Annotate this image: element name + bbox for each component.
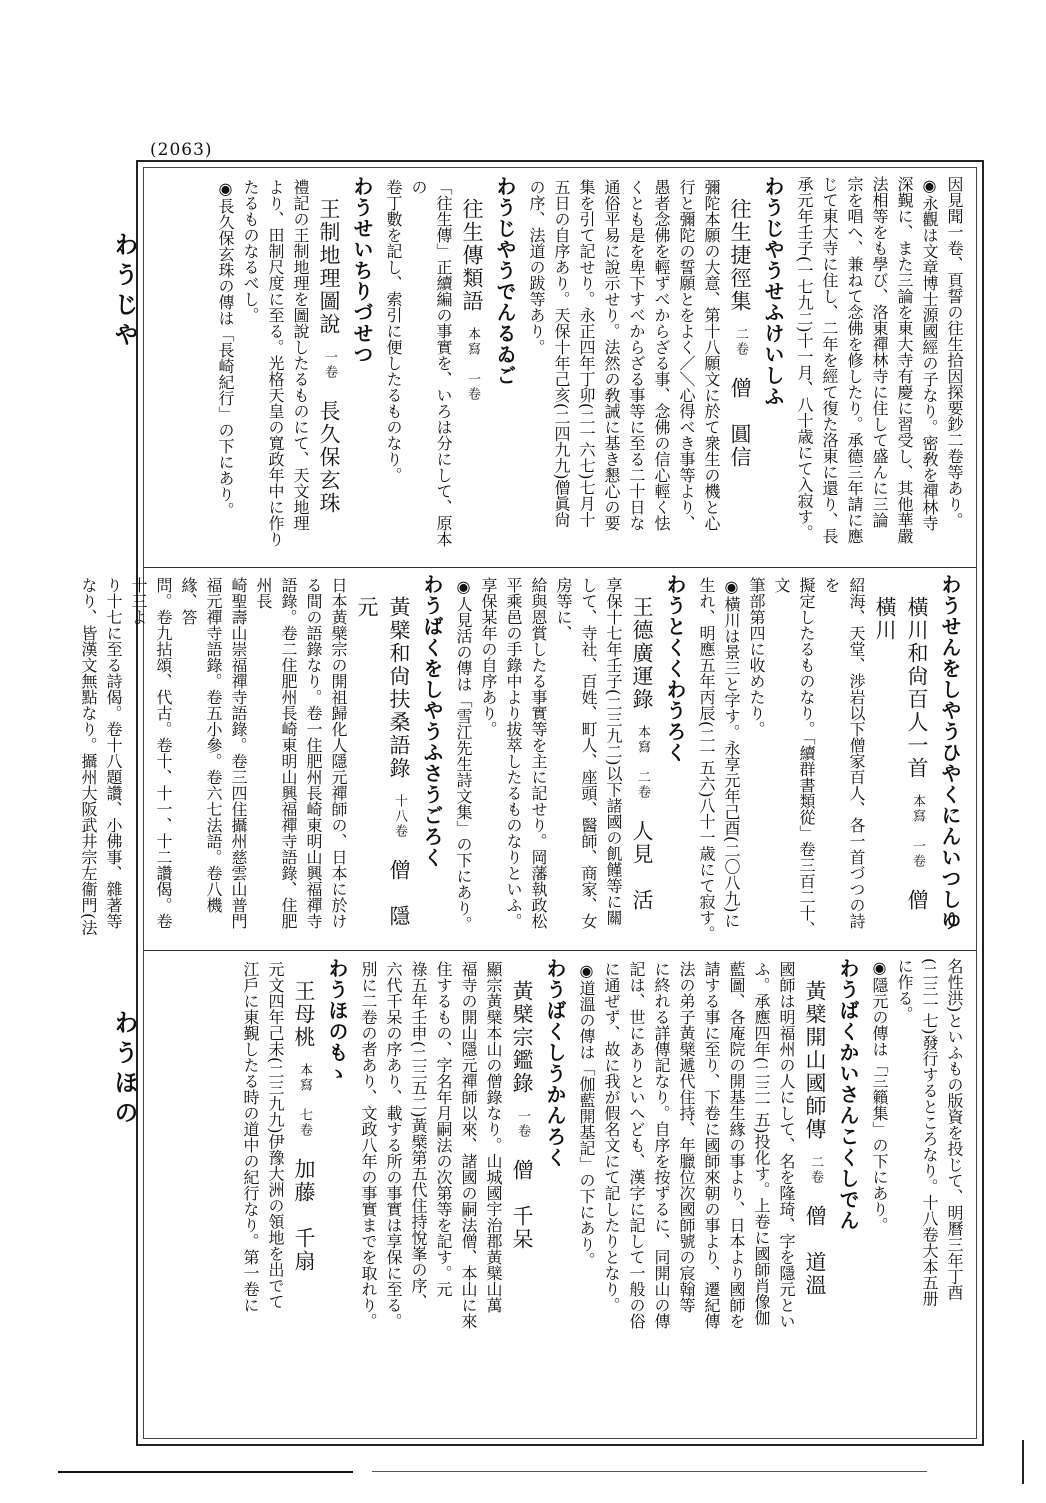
text-line: 江戶に東覲したる時の道中の紀行なり。第一卷に <box>241 961 260 1313</box>
text-line: ◉永觀は文章博士源國經の子なり。密敎を禪林寺 <box>920 176 939 531</box>
text-line: 彌陀本願の大意、第十八願文に於て衆生の機と心 <box>702 179 721 531</box>
text-line: ◉隱元の傳は「三籟集」の下にあり。 <box>870 958 889 1233</box>
text-line: の序、法道の跋等あり。 <box>527 179 546 355</box>
entry-title-text: 王制地理圖說 <box>317 198 341 336</box>
entry-volume-info: 二卷 <box>808 1155 823 1185</box>
entry-reading: わうとくくわうろく <box>663 574 687 763</box>
text-line: より、田制尺度に至る。光格天皇の寬政年中に作り <box>266 179 285 547</box>
bottom-panel <box>152 958 967 1433</box>
section-divider-2 <box>143 950 977 951</box>
text-line: なり、皆漢文無點なり。攝州大阪武井宗左衞門(法 <box>79 577 98 936</box>
entry-title <box>456 176 488 561</box>
entry-reading: わうじやうせふけいしふ <box>761 176 785 407</box>
entry <box>574 958 865 1433</box>
text-line: 國師は明福州の人にして、名を隆琦、字を隱元とい <box>777 961 796 1329</box>
entry-title <box>626 574 658 944</box>
text-line: に終れる詳傳記なり。自序を按ずるに、同開山の傳 <box>652 961 671 1329</box>
text-line: 崎聖壽山崇福禪寺語錄。卷三四住攝州慈雲山普門 <box>229 577 248 929</box>
text-line: 紹海、天堂、渉岩以下僧家百人、各一首づつの詩を <box>822 577 866 929</box>
middle-panel <box>79 574 967 944</box>
entry-author: 僧 圓信 <box>728 377 752 469</box>
text-line: 藍圖、各庵院の開基生緣の事より、日本より國師を <box>727 961 746 1329</box>
entry-author: 僧 隱元 <box>355 596 411 928</box>
entry-title-text: 黃檗宗鑑錄 <box>510 980 534 1095</box>
side-label-top: わうじや <box>110 232 139 352</box>
text-line: 筆部第四に收めたり。 <box>747 577 766 737</box>
text-line: 給與恩賞したる事實等を主に記せり。岡藩執政松 <box>529 577 548 929</box>
side-label-bottom: わうほの <box>110 1010 139 1130</box>
text-line: たるものなるべし。 <box>241 179 260 323</box>
text-line: 承元年壬子(一七九二)十一月、八十歳にて入寂す。 <box>795 176 814 541</box>
entry-author: 長久保玄珠 <box>317 400 341 515</box>
text-line: 卷丁數を記し、索引に便したるものなり。 <box>384 179 403 483</box>
text-line: り十七に至る詩偈。卷十八題讚、小佛事、雜著等 <box>104 577 123 929</box>
entry-volume-info: 二卷 <box>733 327 748 357</box>
entry-author: 僧 千呆 <box>510 1159 534 1251</box>
text-line: 別に二卷の者あり、文政八年の事實までを取れり。 <box>359 961 378 1329</box>
text-line: 享保某年の自序あり。 <box>479 577 498 737</box>
text-line: ◉橫川は景三と字す。永享元年己酉(二〇八九)に <box>722 577 741 929</box>
entry-author: 僧 橫川 <box>873 596 929 935</box>
page-number: (2063) <box>150 140 213 160</box>
entry <box>867 958 967 1433</box>
text-line: る間の語錄なり。卷一住肥州長崎東明山興福禪寺 <box>304 577 323 929</box>
entry-title <box>351 574 415 944</box>
text-line: 五日の自序あり。天保十年己亥(二四九九)僧眞尙 <box>552 179 571 528</box>
text-line: 通俗平易に說示せり。法然の敎誡に基き懇心の要 <box>602 179 621 531</box>
text-line: 記は、世にありといへども、漢字に記して一般の俗 <box>627 961 646 1329</box>
text-line: くとも是を卑下すべからざる事等に至る二十日な <box>627 179 646 531</box>
entry-reading: わうせいちりづせつ <box>350 176 374 365</box>
entry-reading: わうばくかいさんこくしでん <box>836 958 860 1231</box>
entry-reading: わうほのもゝ <box>325 958 349 1084</box>
text-line: 請する事に至り、下卷に國師來朝の事より、遷紀傳 <box>702 961 721 1329</box>
entry <box>76 574 449 944</box>
bottom-rule-thin <box>372 1471 927 1472</box>
text-line: 名性洪)といふもの版資を投じて、明曆三年丁酉 <box>945 958 964 1301</box>
text-line: ◉道溫の傳は「伽藍開基記」の下にあり。 <box>577 961 596 1268</box>
text-line: ◉人見活の傳は「雪江先生詩文集」の下にあり。 <box>454 577 473 932</box>
entry-title <box>869 574 933 944</box>
entry <box>792 176 967 561</box>
text-line: 顯宗黃檗本山の僧錄なり。山城國宇治郡黃檗山萬 <box>484 961 503 1313</box>
text-line: 六代千呆の序あり、載する所の事實は享保に至る。 <box>384 961 403 1329</box>
text-line: 深覲に、また三論を東大寺有慶に習受し、其他華嚴 <box>895 176 914 544</box>
entry-volume-info: 本寫 一卷 <box>910 794 925 869</box>
entry-author: 僧 道溫 <box>803 1205 827 1297</box>
top-panel <box>152 176 967 561</box>
text-line: 禮記の王制地理を圖說したるものにて、天文地理 <box>291 179 310 531</box>
entry-title-text: 黃檗開山國師傳 <box>803 980 827 1141</box>
entry-title <box>724 176 756 561</box>
text-line: 行と彌陀の誓願とをよく／＼心得べき事等より、 <box>677 179 696 531</box>
entry-reading: わうばくをしやうふさうごろく <box>420 574 444 868</box>
text-line: ふ。承應四年(二三一五)投化す。上卷に國師肖像伽 <box>752 961 771 1326</box>
text-line: して、寺社、百姓、町人、座頭、醫師、商家、女房等に、 <box>554 577 598 929</box>
entry-title-text: 往生傳類語 <box>460 198 484 313</box>
text-line: 愚者念佛を輕ずべからざる事、念佛の信心輕く怯 <box>652 179 671 531</box>
entry <box>356 958 572 1433</box>
entry-volume-info: 一卷 <box>322 350 337 380</box>
entry-reading: わうせんをしやうひやくにんいつしゆ <box>938 574 962 931</box>
entry-volume-info: 本寫 一卷 <box>465 327 480 402</box>
text-line: 享保十七年壬子(二三九二)以下諸國の飢饉等に關 <box>604 577 623 926</box>
text-line: (二三一七)發行するところなり。十八卷大本五册 <box>920 958 939 1307</box>
text-line: じて東大寺に住し、二年を經て復た洛東に還り、長 <box>820 176 839 544</box>
entry <box>524 176 790 561</box>
entry-title <box>799 958 831 1433</box>
section-divider-1 <box>143 567 977 568</box>
entry <box>381 176 522 561</box>
text-line: 宗を唱へ、兼ねて念佛を修したり。承德三年請に應 <box>845 176 864 544</box>
text-line: ◉長久保玄珠の傳は「長崎紀行」の下にあり。 <box>216 179 235 518</box>
entry-volume-info: 十八卷 <box>392 794 407 839</box>
text-line: 問。卷九拈頌、代古。卷十、十一、十二讚偈。卷十三よ <box>129 577 173 929</box>
text-line: 日本黃檗宗の開祖歸化人隱元禪師の、日本に於け <box>329 577 348 929</box>
corner-mark <box>1022 1440 1024 1484</box>
text-line: 福寺の開山隱元禪師以來、諸國の嗣法僧、本山に來 <box>459 961 478 1329</box>
text-line: 祿五年壬申(二三五二)黃檗第五代住持悅峯の序、 <box>409 961 428 1310</box>
entry-reading: わうじやうでんるゐご <box>493 176 517 386</box>
entry <box>694 574 967 944</box>
text-line: 平乘邑の手錄中より拔萃したるものなりといふ。 <box>504 577 523 929</box>
entry-author: 加藤 千扇 <box>292 1158 316 1273</box>
text-line: 因見聞一卷、頁誓の往生拾因探要鈔二卷等あり。 <box>945 176 964 528</box>
entry <box>451 574 692 944</box>
entry-title-text: 橫川和尙百人一首 <box>905 596 929 780</box>
entry-author: 人見 活 <box>630 820 654 912</box>
entry-title <box>288 958 320 1433</box>
text-line: 語錄。卷二住肥州長崎東明山興福禪寺語錄、住肥州長 <box>254 577 298 929</box>
text-line: に作る。 <box>895 958 914 1022</box>
entry-title-text: 王母桃 <box>292 980 316 1049</box>
entry-title-text: 黃檗和尙扶桑語錄 <box>387 596 411 780</box>
entry-title-text: 王德廣運錄 <box>630 596 654 711</box>
text-line: 集を引て記せり。永正四年丁卯(二一六七)七月十 <box>577 179 596 528</box>
entry <box>213 176 379 561</box>
text-line: 擬定したるものなり。「續群書類從」卷三百二十、文 <box>772 577 816 937</box>
text-line: 元文四年己未(二三九九)伊豫大洲の領地を出でて <box>266 961 285 1310</box>
text-line: 生れ、明應五年丙辰(二一五六)八十一歳にて寂す。 <box>697 577 716 942</box>
entry-reading: わうばくしうかんろく <box>543 958 567 1168</box>
entry-title-text: 往生捷徑集 <box>728 198 752 313</box>
entry-title <box>506 958 538 1433</box>
text-line: 法の弟子黃檗遞代住持、年臘位次國師號の宸翰等 <box>677 961 696 1313</box>
text-line: 福元禪寺語錄。卷五小參。卷六七法語。卷八機緣、答 <box>179 577 223 913</box>
entry-volume-info: 本寫 二卷 <box>635 725 650 800</box>
text-line: に通ぜず、故に我が假名文にて記したりとなり。 <box>602 961 621 1313</box>
text-line: 法相等をも學び、洛東禪林寺に住して盛んに三論 <box>870 176 889 528</box>
entry-volume-info: 一卷 <box>515 1109 530 1139</box>
text-line: 住するもの、字名年月嗣法の次第等を記す。元 <box>434 961 453 1297</box>
entry-title <box>313 176 345 561</box>
text-line: 「往生傳」正續編の事實を、いろは分にして、原本の <box>409 179 453 547</box>
entry <box>238 958 354 1433</box>
entry-volume-info: 本寫 七卷 <box>297 1063 312 1138</box>
bottom-rule <box>58 1471 353 1473</box>
